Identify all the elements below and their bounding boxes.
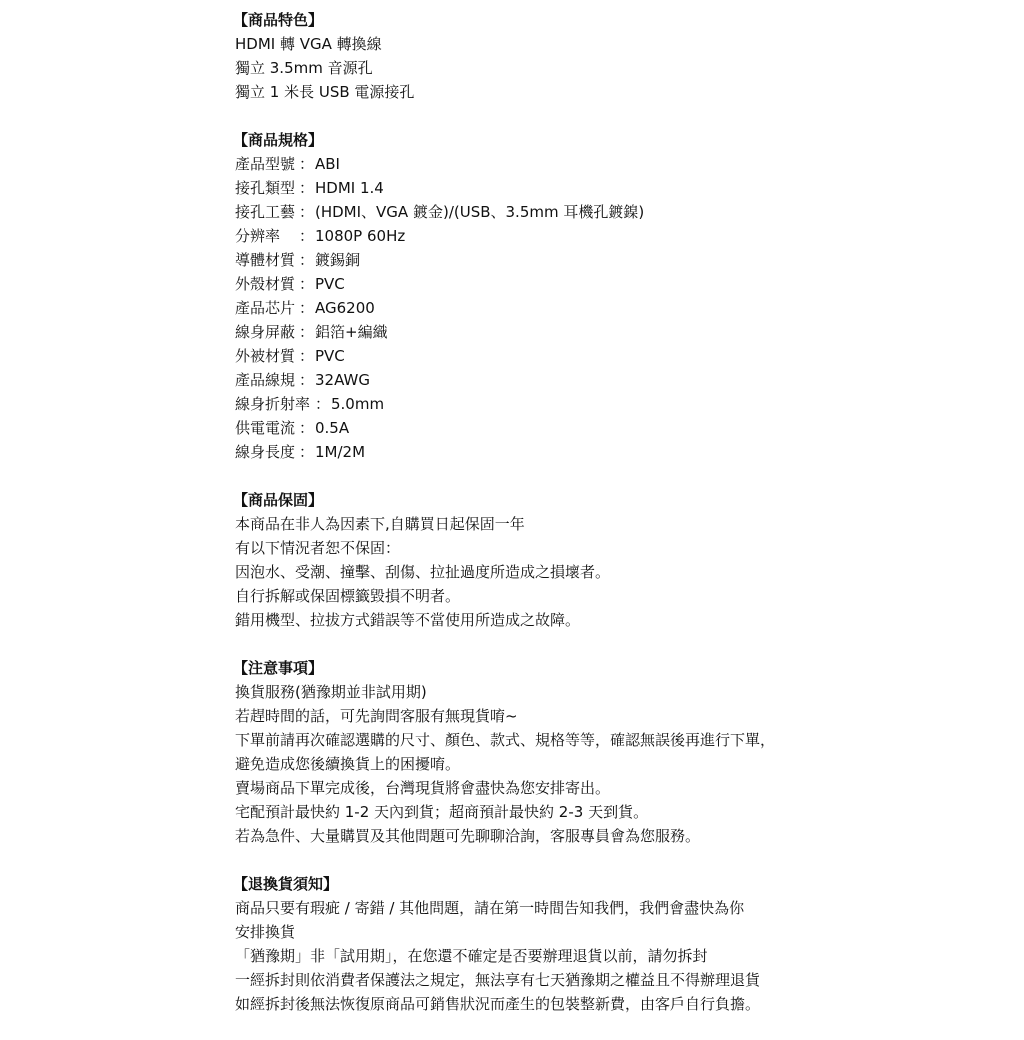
returns-section bbox=[235, 872, 1015, 1016]
spec-value: 1M/2M bbox=[315, 443, 366, 461]
notes-line: 若趕時間的話，可先詢問客服有無現貨唷~ bbox=[235, 707, 518, 725]
warranty-line: 有以下情況者恕不保固： bbox=[235, 539, 401, 557]
spec-row-connector-finish bbox=[235, 200, 1015, 224]
spec-separator: ： bbox=[299, 347, 315, 365]
notes-heading: 【注意事項】 bbox=[233, 659, 324, 677]
spec-row-resolution bbox=[235, 224, 1015, 248]
spec-separator: ： bbox=[299, 227, 315, 245]
spec-separator: ： bbox=[299, 299, 315, 317]
spec-row-current bbox=[235, 416, 1015, 440]
features-line: 獨立 1 米長 USB 電源接孔 bbox=[235, 83, 415, 101]
features-section bbox=[235, 8, 1015, 104]
warranty-line: 本商品在非人為因素下,自購買日起保固一年 bbox=[235, 515, 525, 533]
spec-row-model bbox=[235, 152, 1015, 176]
spec-label: 產品型號 bbox=[235, 155, 296, 173]
spec-value: 1080P 60Hz bbox=[315, 227, 406, 245]
spec-separator: ： bbox=[299, 275, 315, 293]
spec-row-gauge bbox=[235, 368, 1015, 392]
spec-label: 產品線規 bbox=[235, 371, 296, 389]
spec-row-length bbox=[235, 440, 1015, 464]
spec-separator: ： bbox=[299, 371, 315, 389]
returns-heading: 【退換貨須知】 bbox=[233, 875, 339, 893]
warranty-heading: 【商品保固】 bbox=[233, 491, 324, 509]
returns-line: 安排換貨 bbox=[235, 923, 296, 941]
spec-row-jacket bbox=[235, 344, 1015, 368]
features-heading: 【商品特色】 bbox=[233, 11, 324, 29]
notes-line: 換貨服務(猶豫期並非試用期) bbox=[235, 683, 427, 701]
spec-row-shielding bbox=[235, 320, 1015, 344]
spec-label: 分辨率 bbox=[235, 227, 281, 245]
spec-value: ABI bbox=[315, 155, 340, 173]
spec-separator: ： bbox=[299, 203, 315, 221]
spec-label: 導體材質 bbox=[235, 251, 296, 269]
returns-line: 商品只要有瑕疵 / 寄錯 / 其他問題，請在第一時間告知我們，我們會盡快為你 bbox=[235, 899, 745, 917]
notes-line: 宅配預計最快約 1-2 天內到貨；超商預計最快約 2-3 天到貨。 bbox=[235, 803, 649, 821]
spec-label: 供電電流 bbox=[235, 419, 296, 437]
spec-value: 0.5A bbox=[315, 419, 350, 437]
spec-value: PVC bbox=[315, 275, 345, 293]
spec-separator: ： bbox=[299, 419, 315, 437]
notes-line: 賣場商品下單完成後，台灣現貨將會盡快為您安排寄出。 bbox=[235, 779, 611, 797]
features-line: 獨立 3.5mm 音源孔 bbox=[235, 59, 373, 77]
warranty-line: 錯用機型、拉拔方式錯誤等不當使用所造成之故障。 bbox=[235, 611, 581, 629]
specs-heading: 【商品規格】 bbox=[233, 131, 324, 149]
notes-section bbox=[235, 656, 1015, 848]
spec-value: 5.0mm bbox=[331, 395, 385, 413]
spec-row-bend-ratio bbox=[235, 392, 1015, 416]
returns-line: 一經拆封則依消費者保護法之規定，無法享有七天猶豫期之權益且不得辦理退貨 bbox=[235, 971, 761, 989]
spec-label: 產品芯片 bbox=[235, 299, 296, 317]
spec-separator: ： bbox=[315, 395, 331, 413]
specs-section bbox=[235, 128, 1015, 464]
spec-label: 外被材質 bbox=[235, 347, 296, 365]
spec-separator: ： bbox=[299, 323, 315, 341]
spec-separator: ： bbox=[299, 251, 315, 269]
spec-value: 鋁箔+編織 bbox=[315, 323, 388, 341]
spec-label: 線身長度 bbox=[235, 443, 296, 461]
notes-line: 避免造成您後續換貨上的困擾唷。 bbox=[235, 755, 461, 773]
spec-value: 鍍錫銅 bbox=[315, 251, 361, 269]
spec-row-conductor bbox=[235, 248, 1015, 272]
notes-line: 下單前請再次確認選購的尺寸、顏色、款式、規格等等，確認無誤後再進行下單， bbox=[235, 731, 776, 749]
spec-row-connector-type bbox=[235, 176, 1015, 200]
spec-row-chipset bbox=[235, 296, 1015, 320]
spec-value: PVC bbox=[315, 347, 345, 365]
spec-label: 接孔工藝 bbox=[235, 203, 296, 221]
spec-value: 32AWG bbox=[315, 371, 370, 389]
spec-label: 外殼材質 bbox=[235, 275, 296, 293]
spec-separator: ： bbox=[299, 443, 315, 461]
features-line: HDMI 轉 VGA 轉換線 bbox=[235, 35, 382, 53]
notes-line: 若為急件、大量購買及其他問題可先聊聊洽詢，客服專員會為您服務。 bbox=[235, 827, 701, 845]
product-description bbox=[235, 8, 1015, 1040]
spec-label: 線身折射率 bbox=[235, 395, 311, 413]
returns-line: 如經拆封後無法恢復原商品可銷售狀況而產生的包裝整新費，由客戶自行負擔。 bbox=[235, 995, 761, 1013]
spec-value: AG6200 bbox=[315, 299, 375, 317]
spec-separator: ： bbox=[299, 179, 315, 197]
warranty-line: 因泡水、受潮、撞擊、刮傷、拉扯過度所造成之損壞者。 bbox=[235, 563, 611, 581]
spec-row-housing bbox=[235, 272, 1015, 296]
warranty-line: 自行拆解或保固標籤毀損不明者。 bbox=[235, 587, 461, 605]
spec-value: (HDMI、VGA 鍍金)/(USB、3.5mm 耳機孔鍍鎳) bbox=[315, 203, 645, 221]
returns-line: 「猶豫期」非「試用期」，在您還不確定是否要辦理退貨以前，請勿拆封 bbox=[235, 947, 708, 965]
spec-label: 接孔類型 bbox=[235, 179, 296, 197]
spec-value: HDMI 1.4 bbox=[315, 179, 384, 197]
warranty-section bbox=[235, 488, 1015, 632]
spec-label: 線身屏蔽 bbox=[235, 323, 296, 341]
spec-separator: ： bbox=[299, 155, 315, 173]
